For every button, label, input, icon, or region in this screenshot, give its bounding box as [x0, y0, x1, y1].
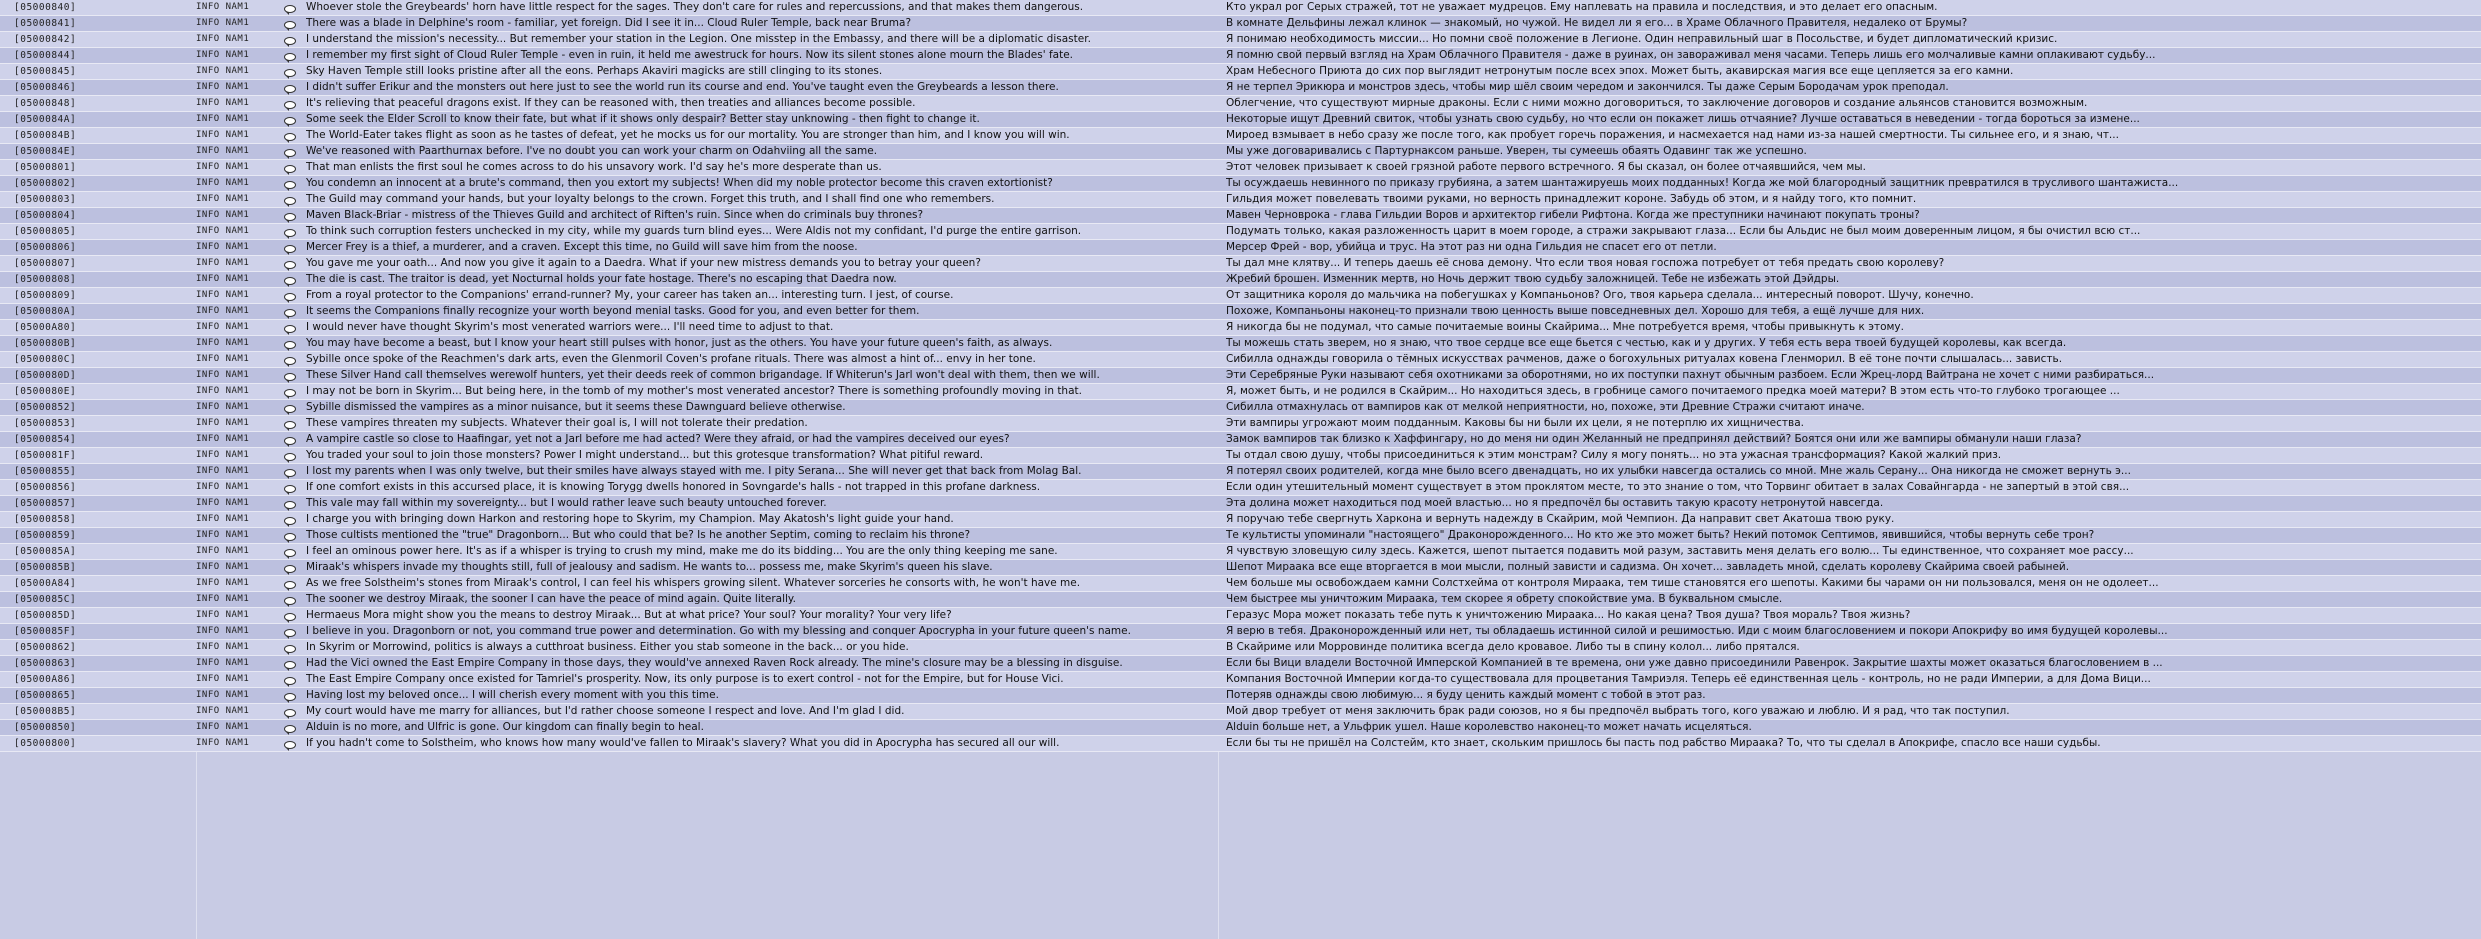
source-text[interactable]: You traded your soul to join those monsters? Power I might understand... but this grotesque transformation? What pitiful reward. — [306, 449, 984, 461]
record-id: [05000856] — [14, 482, 77, 493]
record-id: [05000803] — [14, 194, 77, 205]
source-text[interactable]: The East Empire Company once existed for Tamriel's prosperity. Now, its only purpose is to exert control - not for the Empire, but for House Vici. — [306, 673, 1064, 685]
translation-text[interactable]: Компания Восточной Империи когда-то существовала для процветания Тамриэля. Теперь её единственная цель - контроль, но не ради Империи, а для Дома Вици... — [1226, 673, 2151, 685]
source-text[interactable]: To think such corruption festers unchecked in my city, while my guards turn blind eyes... Were Aldis not my confidant, I'd purge the entire garrison. — [306, 225, 1082, 237]
record-type: INFO NAM1 — [196, 322, 250, 332]
speech-bubble-icon — [284, 112, 302, 127]
source-text[interactable]: I remember my first sight of Cloud Ruler Temple - even in ruin, it held me awestruck for hours. Now its silent stones alone mourn the Blades' fate. — [306, 49, 1073, 61]
speech-bubble-icon — [284, 304, 302, 319]
source-text[interactable]: I may not be born in Skyrim... But being here, in the tomb of my mother's most venerated ancestor? There is something profoundly moving in that. — [306, 385, 1082, 397]
speech-bubble-icon — [284, 704, 302, 719]
record-id: [050008B5] — [14, 706, 77, 717]
speech-bubble-icon — [284, 576, 302, 591]
source-text[interactable]: It seems the Companions finally recognize your worth beyond menial tasks. Good for you, and even better for them. — [306, 305, 920, 317]
speech-bubble-icon — [284, 528, 302, 543]
translation-text[interactable]: Жребий брошен. Изменник мертв, но Ночь держит твою судьбу заложницей. Тебе не избежать этой Дэйдры. — [1226, 273, 1840, 285]
table-row[interactable] — [0, 480, 2481, 496]
record-type: INFO NAM1 — [196, 514, 250, 524]
translation-text[interactable]: Я понимаю необходимость миссии... Но помни своё положение в Легионе. Один неправильный шаг в Посольстве, и будет дипломатический кризис. — [1226, 33, 2058, 45]
table-row[interactable] — [0, 496, 2481, 512]
table-row[interactable] — [0, 704, 2481, 720]
source-text[interactable]: We've reasoned with Paarthurnax before. I've no doubt you can work your charm on Odahviing all the same. — [306, 145, 878, 157]
source-text[interactable]: A vampire castle so close to Haafingar, yet not a Jarl before me had acted? Were they afraid, or had the vampires deceived our eyes? — [306, 433, 1010, 445]
record-type: INFO NAM1 — [196, 210, 250, 220]
speech-bubble-icon — [284, 0, 302, 15]
record-id: [05000A84] — [14, 578, 77, 589]
record-id: [0500085F] — [14, 626, 77, 637]
table-row[interactable] — [0, 448, 2481, 464]
record-id: [05000807] — [14, 258, 77, 269]
record-type: INFO NAM1 — [196, 642, 250, 652]
speech-bubble-icon — [284, 240, 302, 255]
translation-text[interactable]: Я верю в тебя. Драконорожденный или нет, ты обладаешь истинной силой и решимостью. Иди с моим благословением и покори Апокрифу во имя будущей королевы... — [1226, 625, 2168, 637]
table-row[interactable] — [0, 64, 2481, 80]
translation-text[interactable]: Мерсер Фрей - вор, убийца и трус. На этот раз ни одна Гильдия не спасет его от петли. — [1226, 241, 1717, 253]
source-text[interactable]: I believe in you. Dragonborn or not, you command true power and determination. Go with my blessing and conquer Apocrypha in your future queen's name. — [306, 625, 1131, 637]
record-type: INFO NAM1 — [196, 386, 250, 396]
table-row[interactable] — [0, 256, 2481, 272]
table-row[interactable] — [0, 144, 2481, 160]
record-id: [05000850] — [14, 722, 77, 733]
record-id: [0500085A] — [14, 546, 77, 557]
record-type: INFO NAM1 — [196, 626, 250, 636]
speech-bubble-icon — [284, 624, 302, 639]
source-text[interactable]: I feel an ominous power here. It's as if a whisper is trying to crush my mind, make me do its bidding... You are the only thing keeping me sane. — [306, 545, 1058, 557]
record-id: [05000862] — [14, 642, 77, 653]
source-text[interactable]: In Skyrim or Morrowind, politics is always a cutthroat business. Either you stab someone in the back... or you hide. — [306, 641, 909, 653]
source-text[interactable]: Hermaeus Mora might show you the means to destroy Miraak... But at what price? Your soul? Your morality? Your very life? — [306, 609, 952, 621]
record-id: [0500084B] — [14, 130, 77, 141]
speech-bubble-icon — [284, 640, 302, 655]
record-id: [05000840] — [14, 2, 77, 13]
table-row[interactable] — [0, 528, 2481, 544]
table-row[interactable] — [0, 304, 2481, 320]
source-text[interactable]: If you hadn't come to Solstheim, who knows how many would've fallen to Miraak's slavery? What you did in Apocrypha has secured all our will. — [306, 737, 1060, 749]
source-text[interactable]: This vale may fall within my sovereignty... but I would rather leave such beauty untouched forever. — [306, 497, 827, 509]
translation-text[interactable]: Чем быстрее мы уничтожим Мираака, тем скорее я обрету спокойствие ума. В буквальном смысле. — [1226, 593, 1783, 605]
speech-bubble-icon — [284, 352, 302, 367]
table-row[interactable] — [0, 576, 2481, 592]
record-type: INFO NAM1 — [196, 226, 250, 236]
table-row[interactable] — [0, 512, 2481, 528]
source-text[interactable]: These Silver Hand call themselves werewolf hunters, yet their deeds reek of common brigandage. If Whiterun's Jarl won't deal with them, then we will. — [306, 369, 1100, 381]
source-text[interactable]: Had the Vici owned the East Empire Company in those days, they would've annexed Raven Rock already. The mine's closure may be a blessing in disguise. — [306, 657, 1123, 669]
record-id: [05000863] — [14, 658, 77, 669]
record-type: INFO NAM1 — [196, 114, 250, 124]
table-row[interactable] — [0, 368, 2481, 384]
source-text[interactable]: Alduin is no more, and Ulfric is gone. Our kingdom can finally begin to heal. — [306, 721, 704, 733]
table-row[interactable] — [0, 16, 2481, 32]
speech-bubble-icon — [284, 16, 302, 31]
translation-text[interactable]: Облегчение, что существуют мирные драконы. Если с ними можно договориться, то заключение договоров и создание альянсов становится возможным. — [1226, 97, 2088, 109]
record-id: [0500085B] — [14, 562, 77, 573]
record-type: INFO NAM1 — [196, 578, 250, 588]
record-type: INFO NAM1 — [196, 466, 250, 476]
record-type: INFO NAM1 — [196, 738, 250, 748]
speech-bubble-icon — [284, 208, 302, 223]
table-row[interactable] — [0, 176, 2481, 192]
record-id: [05000865] — [14, 690, 77, 701]
record-id: [05000809] — [14, 290, 77, 301]
translation-text[interactable]: Сибилла отмахнулась от вампиров как от мелкой неприятности, но, похоже, эти Древние Стражи считают иначе. — [1226, 401, 1865, 413]
speech-bubble-icon — [284, 592, 302, 607]
speech-bubble-icon — [284, 48, 302, 63]
source-text[interactable]: There was a blade in Delphine's room - familiar, yet foreign. Did I see it in... Cloud Ruler Temple, back near Bruma? — [306, 17, 912, 29]
source-text[interactable]: You condemn an innocent at a brute's command, then you extort my subjects! When did my noble protector become this craven extortionist? — [306, 177, 1053, 189]
translation-text[interactable]: Я потерял своих родителей, когда мне было всего двенадцать, но их улыбки навсегда остались со мной. Мне жаль Серану... Она никогда не сможет вернуть э... — [1226, 465, 2131, 477]
translation-text[interactable]: Если один утешительный момент существует в этом проклятом месте, то это знание о том, что Торвинг обитает в залах Совайнгарда - не запертый в этой свя... — [1226, 481, 2130, 493]
translation-text[interactable]: Я чувствую зловещую силу здесь. Кажется, шепот пытается подавить мой разум, заставить меня делать его волю... Ты единственное, что сохраняет мое рассу... — [1226, 545, 2134, 557]
record-type: INFO NAM1 — [196, 402, 250, 412]
translation-text[interactable]: Гильдия может повелевать твоими руками, но верность принадлежит короне. Забудь об этом, и я найду того, кто помнит. — [1226, 193, 1917, 205]
speech-bubble-icon — [284, 160, 302, 175]
source-text[interactable]: Mercer Frey is a thief, a murderer, and a craven. Except this time, no Guild will save him from the noose. — [306, 241, 858, 253]
record-id: [05000808] — [14, 274, 77, 285]
table-row[interactable] — [0, 240, 2481, 256]
record-type: INFO NAM1 — [196, 258, 250, 268]
source-text[interactable]: I didn't suffer Erikur and the monsters out here just to see the world run its course and end. You've taught even the Greybeards a lesson there. — [306, 81, 1059, 93]
translation-text[interactable]: Мой двор требует от меня заключить брак ради союзов, но я бы предпочёл выбрать того, кого уважаю и люблю. И я рад, что так поступил. — [1226, 705, 2010, 717]
table-row[interactable] — [0, 400, 2481, 416]
translation-text[interactable]: Храм Небесного Приюта до сих пор выглядит нетронутым после всех эпох. Может быть, акавирская магия все еще цепляется за его камни. — [1226, 65, 2014, 77]
speech-bubble-icon — [284, 480, 302, 495]
record-type: INFO NAM1 — [196, 450, 250, 460]
translation-text[interactable]: Эта долина может находиться под моей властью... но я предпочёл бы оставить такую красоту нетронутой навсегда. — [1226, 497, 1884, 509]
speech-bubble-icon — [284, 384, 302, 399]
translation-text[interactable]: Если бы Вици владели Восточной Имперской Компанией в те времена, они уже давно присоединили Равенрок. Закрытие шахты может оказаться благословением в ... — [1226, 657, 2163, 669]
record-id: [05000841] — [14, 18, 77, 29]
translation-text[interactable]: Те культисты упоминали "настоящего" Драконорожденного... Но кто же это может быть? Некий потомок Септимов, явившийся, чтобы вернуть себе трон? — [1226, 529, 2095, 541]
table-row[interactable] — [0, 128, 2481, 144]
speech-bubble-icon — [284, 416, 302, 431]
table-row[interactable] — [0, 272, 2481, 288]
translation-text[interactable]: Чем больше мы освобождаем камни Солстхейма от контроля Мираака, тем тише становятся его шепоты. Какими бы чарами он ни пользовался, меня он не одолеет... — [1226, 577, 2159, 589]
table-row[interactable] — [0, 192, 2481, 208]
record-id: [05000A86] — [14, 674, 77, 685]
table-row[interactable] — [0, 384, 2481, 400]
record-id: [05000A80] — [14, 322, 77, 333]
translation-text[interactable]: Шепот Мираака все еще вторгается в мои мысли, полный зависти и садизма. Он хочет... завладеть мной, сделать королеву Скайрима своей рабыней. — [1226, 561, 2070, 573]
record-type: INFO NAM1 — [196, 610, 250, 620]
record-id: [05000852] — [14, 402, 77, 413]
record-type: INFO NAM1 — [196, 706, 250, 716]
source-text[interactable]: Miraak's whispers invade my thoughts still, full of jealousy and sadism. He wants to... possess me, make Skyrim's queen his slave. — [306, 561, 993, 573]
speech-bubble-icon — [284, 80, 302, 95]
table-row[interactable] — [0, 544, 2481, 560]
speech-bubble-icon — [284, 672, 302, 687]
record-type: INFO NAM1 — [196, 354, 250, 364]
speech-bubble-icon — [284, 720, 302, 735]
speech-bubble-icon — [284, 64, 302, 79]
translation-text[interactable]: Ты можешь стать зверем, но я знаю, что твое сердце все еще бьется с честью, как и у других. У тебя есть вера твоей будущей королевы, как всегда. — [1226, 337, 2067, 349]
source-text[interactable]: Sybille once spoke of the Reachmen's dark arts, even the Glenmoril Coven's profane rituals. There was almost a hint of... envy in her tone. — [306, 353, 1036, 365]
speech-bubble-icon — [284, 272, 302, 287]
source-text[interactable]: Having lost my beloved once... I will cherish every moment with you this time. — [306, 689, 719, 701]
translation-text[interactable]: Подумать только, какая разложенность царит в моем городе, а стражи закрывают глаза... Если бы Альдис не был моим доверенным лицом, я бы очистил всю ст... — [1226, 225, 2141, 237]
speech-bubble-icon — [284, 560, 302, 575]
record-type: INFO NAM1 — [196, 658, 250, 668]
speech-bubble-icon — [284, 224, 302, 239]
record-id: [05000804] — [14, 210, 77, 221]
table-row[interactable] — [0, 416, 2481, 432]
source-text[interactable]: I understand the mission's necessity... But remember your station in the Legion. One misstep in the Embassy, and there will be a diplomatic disaster. — [306, 33, 1091, 45]
table-row[interactable] — [0, 592, 2481, 608]
speech-bubble-icon — [284, 176, 302, 191]
translation-text[interactable]: Мавен Черноврока - глава Гильдии Воров и архитектор гибели Рифтона. Когда же преступники начинают покупать троны? — [1226, 209, 1920, 221]
record-id: [0500080C] — [14, 354, 77, 365]
table-row[interactable] — [0, 160, 2481, 176]
source-text[interactable]: You may have become a beast, but I know your heart still pulses with honor, just as the others. You have your future queen's faith, as always. — [306, 337, 1053, 349]
table-row[interactable] — [0, 624, 2481, 640]
speech-bubble-icon — [284, 128, 302, 143]
table-row[interactable] — [0, 112, 2481, 128]
record-id: [0500080A] — [14, 306, 77, 317]
source-text[interactable]: My court would have me marry for alliances, but I'd rather choose someone I respect and love. And I'm glad I did. — [306, 705, 905, 717]
record-type: INFO NAM1 — [196, 594, 250, 604]
speech-bubble-icon — [284, 368, 302, 383]
table-row[interactable] — [0, 80, 2481, 96]
translation-text[interactable]: От защитника короля до мальчика на побегушках у Компаньонов? Ого, твоя карьера сделала... интересный поворот. Шучу, конечно. — [1226, 289, 1974, 301]
source-text[interactable]: Sybille dismissed the vampires as a minor nuisance, but it seems these Dawnguard believe otherwise. — [306, 401, 846, 413]
record-id: [05000800] — [14, 738, 77, 749]
record-type: INFO NAM1 — [196, 338, 250, 348]
source-text[interactable]: The Guild may command your hands, but your loyalty belongs to the crown. Forget this truth, and I shall find one who remembers. — [306, 193, 995, 205]
source-text[interactable]: From a royal protector to the Companions' errand-runner? My, your career has taken an... interesting turn. I jest, of course. — [306, 289, 954, 301]
translation-text[interactable]: Ты осуждаешь невинного по приказу грубияна, а затем шантажируешь моих подданных! Когда же мой благородный защитник превратился в трусливого шантажиста... — [1226, 177, 2179, 189]
speech-bubble-icon — [284, 544, 302, 559]
table-row[interactable] — [0, 48, 2481, 64]
record-id: [05000806] — [14, 242, 77, 253]
translation-text[interactable]: Похоже, Компаньоны наконец-то признали твою ценность выше повседневных дел. Хорошо для тебя, а ещё лучше для них. — [1226, 305, 1925, 317]
translation-text[interactable]: Этот человек призывает к своей грязной работе первого встречного. Я бы сказал, он более отчаявшийся, чем мы. — [1226, 161, 1866, 173]
translation-text[interactable]: Кто украл рог Серых стражей, тот не уважает мудрецов. Ему наплевать на правила и последствия, и это делает его опасным. — [1226, 1, 1938, 13]
source-text[interactable]: If one comfort exists in this accursed place, it is knowing Torygg dwells honored in Sovngarde's halls - not trapped in this profane darkness. — [306, 481, 1041, 493]
record-id: [05000859] — [14, 530, 77, 541]
source-text[interactable]: You gave me your oath... And now you give it again to a Daedra. What if your new mistress demands you to betray your queen? — [306, 257, 981, 269]
record-type: INFO NAM1 — [196, 482, 250, 492]
table-row[interactable] — [0, 0, 2481, 16]
record-type: INFO NAM1 — [196, 306, 250, 316]
speech-bubble-icon — [284, 96, 302, 111]
table-row[interactable] — [0, 432, 2481, 448]
table-row[interactable] — [0, 320, 2481, 336]
record-id: [05000855] — [14, 466, 77, 477]
record-id: [05000846] — [14, 82, 77, 93]
record-type: INFO NAM1 — [196, 546, 250, 556]
record-type: INFO NAM1 — [196, 674, 250, 684]
speech-bubble-icon — [284, 448, 302, 463]
translation-text[interactable]: В комнате Дельфины лежал клинок — знакомый, но чужой. Не видел ли я его... в Храме Облачного Правителя, недалеко от Брумы? — [1226, 17, 1968, 29]
record-type: INFO NAM1 — [196, 82, 250, 92]
record-id: [0500085D] — [14, 610, 77, 621]
table-row[interactable] — [0, 224, 2481, 240]
record-id: [0500080E] — [14, 386, 77, 397]
record-id: [05000854] — [14, 434, 77, 445]
record-type: INFO NAM1 — [196, 194, 250, 204]
source-text[interactable]: Those cultists mentioned the "true" Dragonborn... But who could that be? Is he another Septim, coming to reclaim his throne? — [306, 529, 971, 541]
table-row[interactable] — [0, 560, 2481, 576]
record-id: [05000845] — [14, 66, 77, 77]
source-text[interactable]: The die is cast. The traitor is dead, yet Nocturnal holds your fate hostage. There's no escaping that Daedra now. — [306, 273, 897, 285]
source-text[interactable]: I charge you with bringing down Harkon and restoring hope to Skyrim, my Champion. May Akatosh's light guide your hand. — [306, 513, 954, 525]
translation-text[interactable]: Потеряв однажды свою любимую... я буду ценить каждый момент с тобой в этот раз. — [1226, 689, 1706, 701]
speech-bubble-icon — [284, 736, 302, 751]
record-type: INFO NAM1 — [196, 498, 250, 508]
translation-text[interactable]: Эти вампиры угрожают моим подданным. Каковы бы ни были их цели, я не потерплю их хищничества. — [1226, 417, 1804, 429]
translation-text[interactable]: Если бы ты не пришёл на Солстейм, кто знает, скольким пришлось бы пасть под рабство Мираака? То, что ты сделал в Апокрифе, спасло все наши судьбы. — [1226, 737, 2101, 749]
record-type: INFO NAM1 — [196, 562, 250, 572]
table-row[interactable] — [0, 688, 2481, 704]
record-id: [05000802] — [14, 178, 77, 189]
speech-bubble-icon — [284, 288, 302, 303]
record-id: [05000801] — [14, 162, 77, 173]
record-id: [0500081F] — [14, 450, 77, 461]
table-row[interactable] — [0, 640, 2481, 656]
table-row[interactable] — [0, 464, 2481, 480]
source-text[interactable]: As we free Solstheim's stones from Miraak's control, I can feel his whispers growing silent. Whatever sorceries he consorts with, he won't have me. — [306, 577, 1081, 589]
translation-text[interactable]: Мы уже договаривались с Партурнаксом раньше. Уверен, ты сумеешь обаять Одавинг так же успешно. — [1226, 145, 1807, 157]
translation-text[interactable]: Геразус Мора может показать тебе путь к уничтожению Мираака... Но какая цена? Твоя душа? Твоя мораль? Твоя жизнь? — [1226, 609, 1911, 621]
speech-bubble-icon — [284, 192, 302, 207]
record-type: INFO NAM1 — [196, 178, 250, 188]
speech-bubble-icon — [284, 464, 302, 479]
speech-bubble-icon — [284, 144, 302, 159]
record-type: INFO NAM1 — [196, 274, 250, 284]
table-row[interactable] — [0, 96, 2481, 112]
table-row[interactable] — [0, 288, 2481, 304]
table-row[interactable] — [0, 208, 2481, 224]
record-type: INFO NAM1 — [196, 722, 250, 732]
record-id: [0500080B] — [14, 338, 77, 349]
record-id: [05000848] — [14, 98, 77, 109]
speech-bubble-icon — [284, 688, 302, 703]
record-id: [05000844] — [14, 50, 77, 61]
translation-text[interactable]: Мироед взмывает в небо сразу же после того, как пробует горечь поражения, и насмехается над нами из-за нашей смертности. Ты сильнее его, и я знаю, чт... — [1226, 129, 2119, 141]
translation-text[interactable]: Ты дал мне клятву... И теперь даешь её снова демону. Что если твоя новая госпожа потребует от тебя предать свою королеву? — [1226, 257, 1945, 269]
source-text[interactable]: It's relieving that peaceful dragons exist. If they can be reasoned with, then treaties and alliances become possible. — [306, 97, 916, 109]
record-type: INFO NAM1 — [196, 162, 250, 172]
table-row[interactable] — [0, 656, 2481, 672]
record-type: INFO NAM1 — [196, 434, 250, 444]
record-id: [05000853] — [14, 418, 77, 429]
speech-bubble-icon — [284, 256, 302, 271]
speech-bubble-icon — [284, 608, 302, 623]
source-text[interactable]: I would never have thought Skyrim's most venerated warriors were... I'll need time to adjust to that. — [306, 321, 834, 333]
translation-text[interactable]: Я никогда бы не подумал, что самые почитаемые воины Скайрима... Мне потребуется время, чтобы привыкнуть к этому. — [1226, 321, 1904, 333]
record-type: INFO NAM1 — [196, 290, 250, 300]
table-row[interactable] — [0, 736, 2481, 752]
source-text[interactable]: The World-Eater takes flight as soon as he tastes of defeat, yet he mocks us for our mortality. You are stronger than him, and I know you will win. — [306, 129, 1070, 141]
translation-text[interactable]: Ты отдал свою душу, чтобы присоединиться к этим монстрам? Силу я могу понять... но эта ужасная трансформация? Какой жалкий приз. — [1226, 449, 2002, 461]
speech-bubble-icon — [284, 32, 302, 47]
translation-text[interactable]: Сибилла однажды говорила о тёмных искусствах рачменов, даже о богохульных ритуалах ковена Гленморил. В её тоне почти слышалась... зависть. — [1226, 353, 2063, 365]
source-text[interactable]: Whoever stole the Greybeards' horn have little respect for the sages. They don't care for rules and repercussions, and that makes them dangerous. — [306, 1, 1084, 13]
record-type: INFO NAM1 — [196, 66, 250, 76]
table-row[interactable] — [0, 352, 2481, 368]
source-text[interactable]: Sky Haven Temple still looks pristine after all the eons. Perhaps Akaviri magicks are still clinging to its stones. — [306, 65, 883, 77]
source-text[interactable]: The sooner we destroy Miraak, the sooner I can have the peace of mind again. Quite literally. — [306, 593, 796, 605]
source-text[interactable]: Maven Black-Briar - mistress of the Thieves Guild and architect of Riften's ruin. Since when do criminals buy thrones? — [306, 209, 924, 221]
source-text[interactable]: Some seek the Elder Scroll to know their fate, but what if it shows only despair? Better stay unknowing - then fight to change it. — [306, 113, 980, 125]
source-text[interactable]: These vampires threaten my subjects. Whatever their goal is, I will not tolerate their predation. — [306, 417, 808, 429]
speech-bubble-icon — [284, 400, 302, 415]
table-row[interactable] — [0, 32, 2481, 48]
speech-bubble-icon — [284, 432, 302, 447]
record-type: INFO NAM1 — [196, 18, 250, 28]
record-id: [0500085C] — [14, 594, 77, 605]
record-type: INFO NAM1 — [196, 146, 250, 156]
record-id: [05000858] — [14, 514, 77, 525]
record-type: INFO NAM1 — [196, 2, 250, 12]
translation-text[interactable]: Некоторые ищут Древний свиток, чтобы узнать свою судьбу, но что если он покажет лишь отчаяние? Лучше оставаться в неведении - тогда бороться за измене... — [1226, 113, 2140, 125]
record-type: INFO NAM1 — [196, 130, 250, 140]
record-type: INFO NAM1 — [196, 34, 250, 44]
translation-text[interactable]: Я, может быть, и не родился в Скайрим... Но находиться здесь, в гробнице самого почитаемого предка моей матери? В этом есть что-то глубоко трогающее ... — [1226, 385, 2120, 397]
record-type: INFO NAM1 — [196, 370, 250, 380]
speech-bubble-icon — [284, 512, 302, 527]
speech-bubble-icon — [284, 496, 302, 511]
table-row[interactable] — [0, 672, 2481, 688]
record-type: INFO NAM1 — [196, 98, 250, 108]
source-text[interactable]: I lost my parents when I was only twelve, but their smiles have always stayed with me. I pity Serana... She will never get that back from Molag Bal. — [306, 465, 1082, 477]
speech-bubble-icon — [284, 656, 302, 671]
record-id: [05000842] — [14, 34, 77, 45]
table-row[interactable] — [0, 720, 2481, 736]
speech-bubble-icon — [284, 336, 302, 351]
record-id: [05000857] — [14, 498, 77, 509]
speech-bubble-icon — [284, 320, 302, 335]
record-type: INFO NAM1 — [196, 50, 250, 60]
table-row[interactable] — [0, 336, 2481, 352]
record-id: [05000805] — [14, 226, 77, 237]
translation-text[interactable]: Замок вампиров так близко к Хаффингару, но до меня ни один Желанный не предпринял действий? Боятся они или же вампиры обманули наши глаза? — [1226, 433, 2082, 445]
record-type: INFO NAM1 — [196, 418, 250, 428]
translation-text[interactable]: Я помню свой первый взгляд на Храм Облачного Правителя - даже в руинах, он завораживал меня часами. Теперь лишь его молчаливые камни оплакивают судьбу... — [1226, 49, 2156, 61]
table-row[interactable] — [0, 608, 2481, 624]
translation-text[interactable]: В Скайриме или Морровинде политика всегда дело кровавое. Либо ты в спину колол... либо прятался. — [1226, 641, 1800, 653]
translation-text[interactable]: Alduin больше нет, а Ульфрик ушел. Наше королевство наконец-то может начать исцеляться. — [1226, 721, 1752, 733]
record-type: INFO NAM1 — [196, 242, 250, 252]
record-id: [0500080D] — [14, 370, 77, 381]
translation-text[interactable]: Я поручаю тебе свергнуть Харкона и вернуть надежду в Скайрим, мой Чемпион. Да направит свет Акатоша твою руку. — [1226, 513, 1895, 525]
record-id: [0500084A] — [14, 114, 77, 125]
record-type: INFO NAM1 — [196, 690, 250, 700]
translation-text[interactable]: Я не терпел Эрикюра и монстров здесь, чтобы мир шёл своим чередом и закончился. Ты даже Серым Бородачам урок преподал. — [1226, 81, 1949, 93]
record-id: [0500084E] — [14, 146, 77, 157]
record-type: INFO NAM1 — [196, 530, 250, 540]
source-text[interactable]: That man enlists the first soul he comes across to do his unsavory work. I'd say he's more desperate than us. — [306, 161, 882, 173]
translation-text[interactable]: Эти Серебряные Руки называют себя охотниками за оборотнями, но их поступки пахнут обычным разбоем. Если Жрец-лорд Вайтрана не хочет с ними разбираться... — [1226, 369, 2155, 381]
